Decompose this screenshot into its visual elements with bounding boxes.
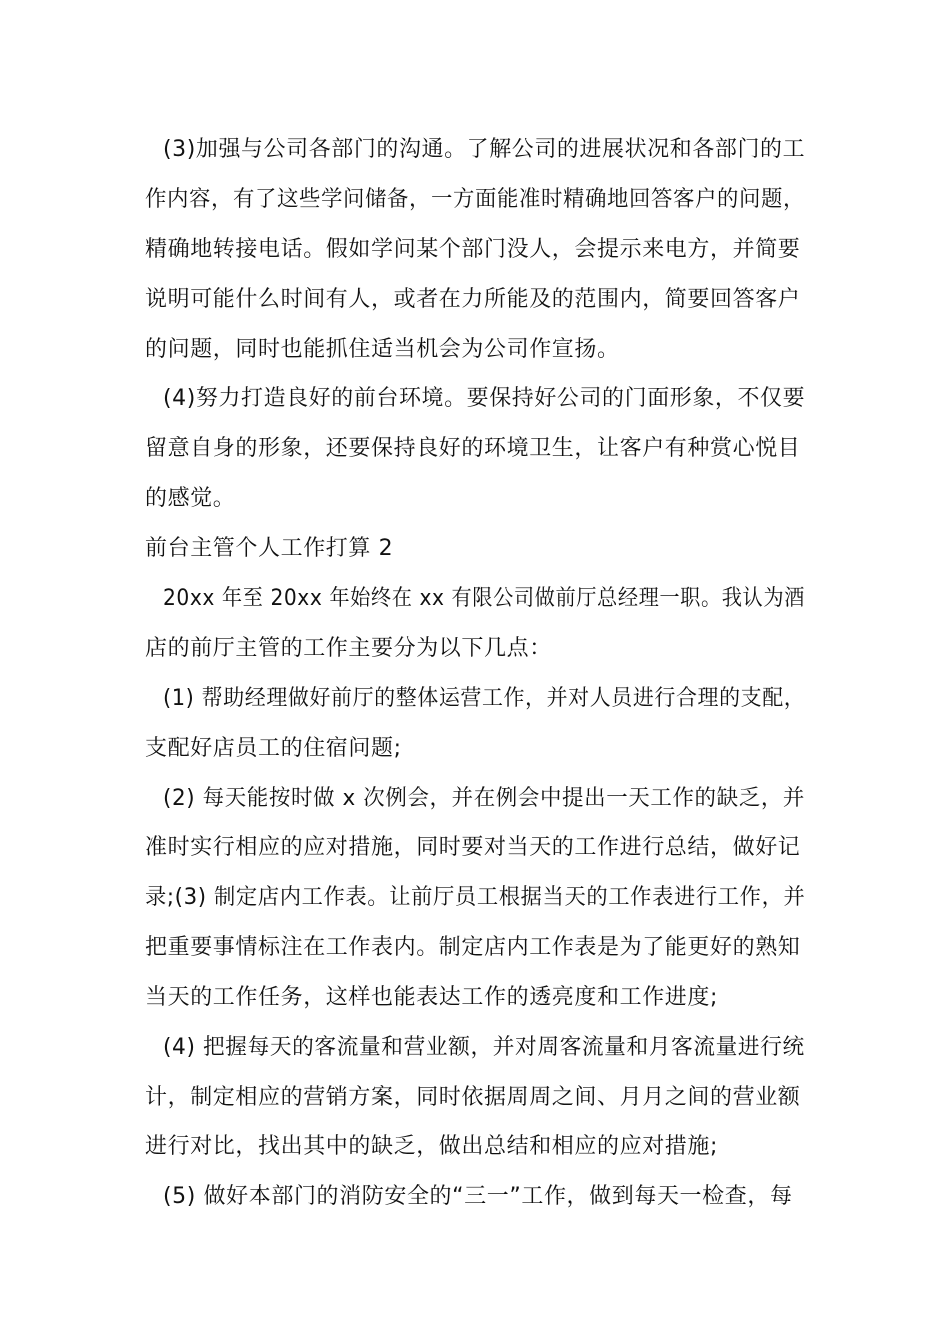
paragraph-line: 精确地转接电话。假如学问某个部门没人，会提示来电方，并简要 [145, 237, 801, 262]
paragraph-line: 进行对比，找出其中的缺乏，做出总结和相应的应对措施; [145, 1134, 719, 1159]
paragraph-line: 录;(3) 制定店内工作表。让前厅员工根据当天的工作表进行工作，并 [145, 885, 806, 910]
paragraph-line: (2) 每天能按时做 x 次例会，并在例会中提出一天工作的缺乏，并 [163, 786, 805, 811]
paragraph-line: 支配好店员工的住宿问题; [145, 736, 402, 761]
paragraph-line: 作内容，有了这些学问储备，一方面能准时精确地回答客户的问题， [145, 187, 806, 212]
paragraph-line: 的问题，同时也能抓住适当机会为公司作宣扬。 [145, 337, 620, 362]
section-heading: 前台主管个人工作打算 2 [145, 536, 394, 561]
paragraph-line: (4) 把握每天的客流量和营业额，并对周客流量和月客流量进行统 [163, 1035, 805, 1060]
paragraph-line: 20xx 年至 20xx 年始终在 xx 有限公司做前厅总经理一职。我认为酒 [163, 586, 805, 611]
paragraph-line: 当天的工作任务，这样也能表达工作的透亮度和工作进度; [145, 985, 719, 1010]
paragraph-line: 的感觉。 [145, 486, 236, 511]
paragraph-line: 留意自身的形象，还要保持良好的环境卫生，让客户有种赏心悦目 [145, 436, 801, 461]
paragraph-line: 说明可能什么时间有人，或者在力所能及的范围内，简要回答客户 [145, 287, 801, 312]
paragraph-line: 计，制定相应的营销方案，同时依据周周之间、月月之间的营业额 [145, 1085, 801, 1110]
paragraph-line: (1) 帮助经理做好前厅的整体运营工作，并对人员进行合理的支配， [163, 686, 806, 711]
paragraph-line: (4)努力打造良好的前台环境。要保持好公司的门面形象，不仅要 [163, 386, 806, 411]
paragraph-line: 把重要事情标注在工作表内。制定店内工作表是为了能更好的熟知 [145, 935, 801, 960]
paragraph-line: (5) 做好本部门的消防安全的“三一”工作，做到每天一检查，每 [163, 1184, 793, 1209]
paragraph-line: 准时实行相应的应对措施，同时要对当天的工作进行总结，做好记 [145, 835, 801, 860]
paragraph-line: 店的前厅主管的工作主要分为以下几点： [145, 636, 552, 661]
paragraph-line: (3)加强与公司各部门的沟通。了解公司的进展状况和各部门的工 [163, 137, 806, 162]
